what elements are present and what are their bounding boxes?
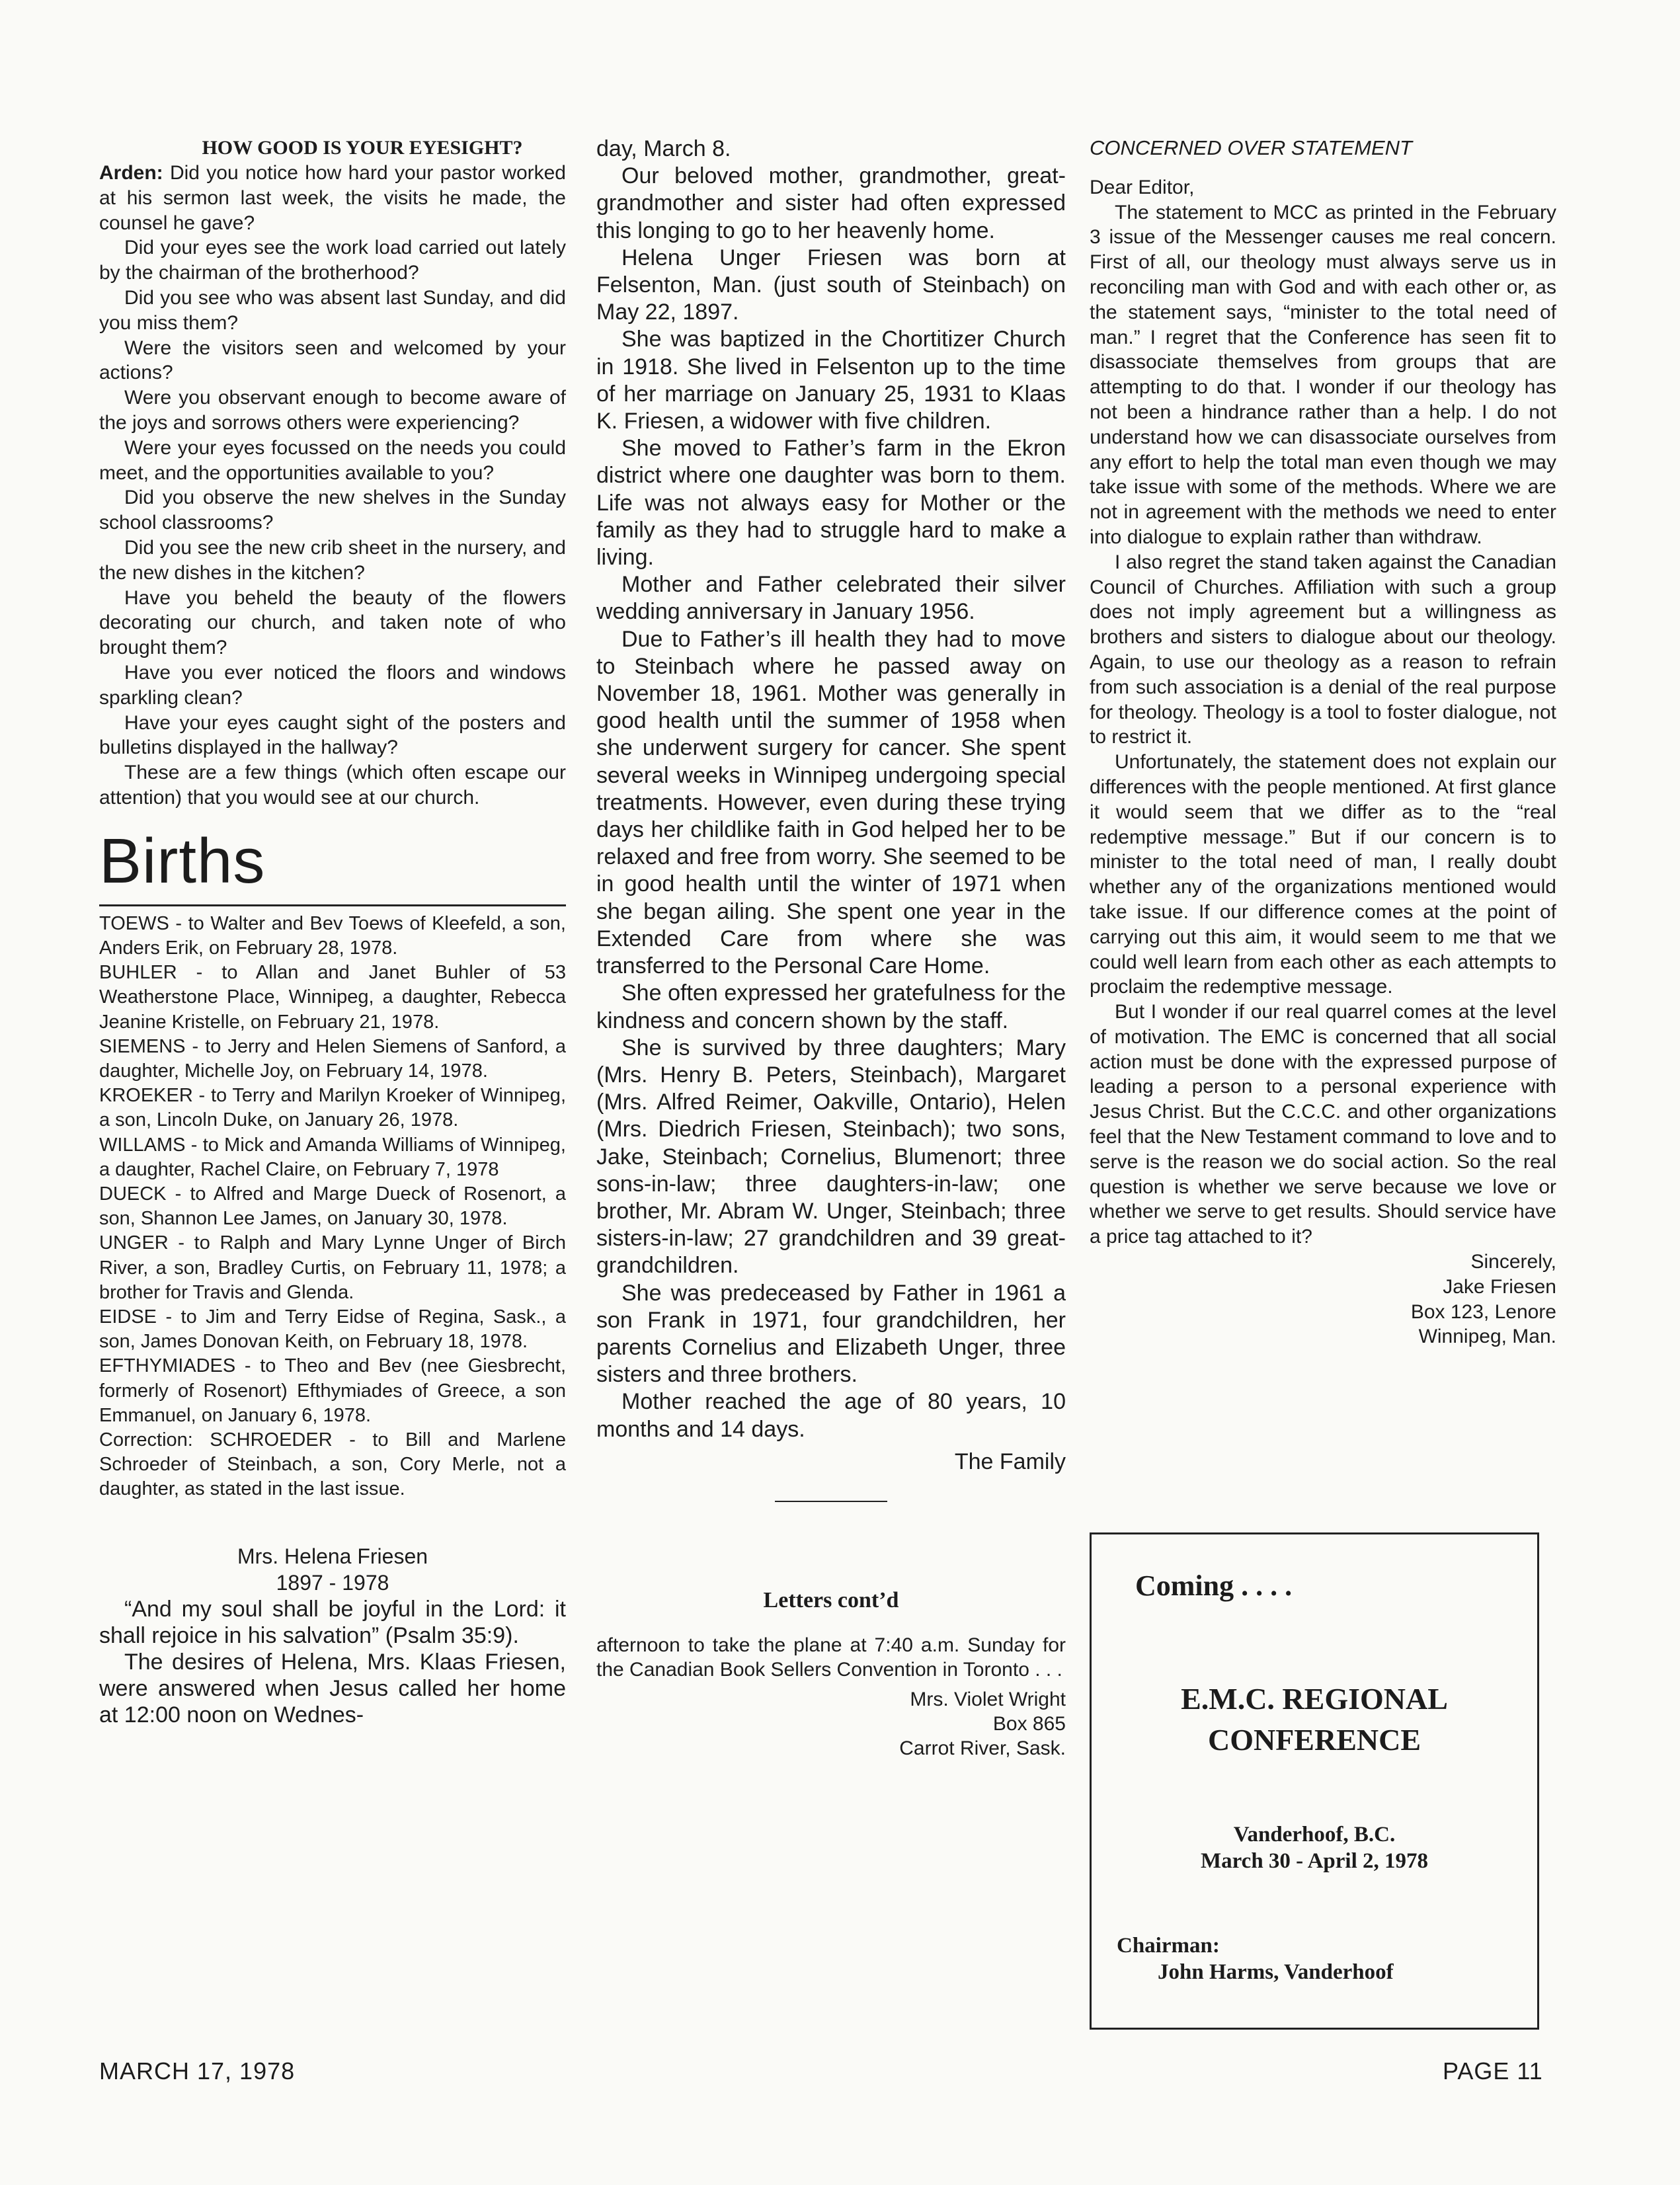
birth-entry: KROEKER - to Terry and Marilyn Kroeker of Winnipeg, a son, Lincoln Duke, on January 26, 1978. [99,1085,566,1131]
announcement-chair-label: Chairman: [1117,1934,1220,1958]
birth-entry: EFTHYMIADES - to Theo and Bev (nee Giesbrecht, formerly of Rosenort) Efthymiades of Greece, a son Emmanuel, on January 6, 1978. [99,1355,566,1426]
birth-entry: EIDSE - to Jim and Terry Eidse of Regina, Sask., a son, James Donovan Keith, on February 18, 1978. [99,1306,566,1353]
obituary-paragraph: She was baptized in the Chortitizer Church in 1918. She lived in Felsenton up to the time of her marriage on January 25, 1931 to Klaas K. Friesen, a widower with five children. [596,327,1066,434]
obituary-paragraph: She was predeceased by Father in 1961 a son Frank in 1971, four grandchildren, her parents Cornelius and Elizabeth Unger, three sisters and three brothers. [596,1280,1066,1388]
eyesight-paragraph: Were the visitors seen and welcomed by your actions? [99,337,566,384]
eyesight-first-text: Did you notice how hard your pastor worked at his sermon last week, the visits he made, the counsel he gave? [99,162,566,234]
eyesight-paragraph: Did your eyes see the work load carried out lately by the chairman of the brotherhood? [99,237,566,284]
letter-signature-line: Sincerely, [1470,1251,1556,1273]
birth-entry: Correction: SCHROEDER - to Bill and Marlene Schroeder of Steinbach, a son, Cory Merle, not a daughter, as stated in the last issue. [99,1429,566,1500]
letter-paragraph: But I wonder if our real quarrel comes at the level of motivation. The EMC is concerned that all social action must be done with the expressed purpose of leading a person to a personal experience with Jesus Christ. But the C.C.C. and other organizations feel that the New Testament command to love and to serve is the reason we do social action. So the real question is whether we serve because we love or whether we serve to get results. Should service have a price tag attached to it? [1090,1001,1556,1248]
footer-date: MARCH 17, 1978 [99,2057,296,2085]
births-heading: Births [99,825,266,896]
eyesight-first-paragraph [99,161,566,235]
obituary-paragraph: She is survived by three daughters; Mary (Mrs. Henry B. Peters, Steinbach), Margaret (Mrs. Alfred Reimer, Oakville, Ontario), Helen (Mrs. Diedrich Friesen, Steinbach); two sons, Jake, Steinbach; Cornelius, Blumenort; three sons-in-law; three daughters-in-law; one brother, Mr. Abram W. Unger, Steinbach; three sisters-in-law; 27 grandchildren and 39 great-grandchildren. [596,1035,1066,1279]
column-right [1090,136,1556,1349]
footer-page-number: PAGE 11 [1443,2057,1543,2085]
eyesight-heading: HOW GOOD IS YOUR EYESIGHT? [202,137,523,159]
birth-entry: SIEMENS - to Jerry and Helen Siemens of Sanford, a daughter, Michelle Joy, on February 14, 1978. [99,1035,566,1082]
eyesight-paragraph: Did you observe the new shelves in the Sunday school classrooms? [99,487,566,534]
birth-entry: TOEWS - to Walter and Bev Toews of Kleefeld, a son, Anders Erik, on February 28, 1978. [99,912,566,959]
eyesight-paragraph: These are a few things (which often escape our attention) that you would see at our church. [99,762,566,809]
birth-entry: DUECK - to Alfred and Marge Dueck of Rosenort, a son, Shannon Lee James, on January 30, 1978. [99,1183,566,1230]
letters-continued-text: afternoon to take the plane at 7:40 a.m. Sunday for the Canadian Book Sellers Convention in Toronto . . . [596,1634,1066,1681]
birth-entry: UNGER - to Ralph and Mary Lynne Unger of Birch River, a son, Bradley Curtis, on February 11, 1978; a brother for Travis and Glenda. [99,1232,566,1303]
obituary-years: 1897 - 1978 [276,1570,389,1595]
announcement-venue-block [1092,1821,1537,1874]
eyesight-paragraph: Were you observant enough to become aware of the joys and sorrows others were experiencing? [99,387,566,434]
conference-announcement-box [1090,1532,1539,2030]
obituary-continued: day, March 8. [596,136,731,161]
announcement-chair-name: John Harms, Vanderhoof [1158,1960,1394,1984]
letter-paragraph: Unfortunately, the statement does not explain our differences with the people mentioned. At first glance it would seem that we differ as to the “real redemptive message.” But if our concern is to minister to the total need of man, I really doubt whether any of the organizations mentioned would take issue. If our difference comes at the point of carrying out this aim, it would seem to me that we could well learn from each other as each attempts to proclaim the redemptive message. [1090,751,1556,998]
letter-heading: CONCERNED OVER STATEMENT [1090,136,1412,159]
letter-signature-line: Mrs. Violet Wright [910,1688,1066,1710]
obituary-paragraph: Due to Father’s ill health they had to move to Steinbach where he passed away on November 18, 1961. Mother was generally in good health until the summer of 1958 when she underwent surgery for cancer. She spent several weeks in Winnipeg undergoing special treatments. However, even during these trying days her childlike faith in God helped her to be relaxed and free from worry. She seemed to be in good health until the winter of 1971 when she began ailing. She spent one year in the Extended Care from where she was transferred to the Personal Care Home. [596,626,1066,979]
eyesight-paragraph: Have you ever noticed the floors and windows sparkling clean? [99,661,566,709]
obituary-paragraph: Helena Unger Friesen was born at Felsenton, Man. (just south of Steinbach) on May 22, 1897. [596,245,1066,325]
obituary-paragraph: She often expressed her gratefulness for the kindness and concern shown by the staff. [596,980,1066,1033]
obituary-paragraph: “And my soul shall be joyful in the Lord: it shall rejoice in his salvation” (Psalm 35:9). [99,1596,566,1648]
announcement-dates: March 30 - April 2, 1978 [1200,1849,1429,1873]
eyesight-paragraph: Have you beheld the beauty of the flowers decorating our church, and taken note of who brought them? [99,586,566,659]
letter-signature-line: Carrot River, Sask. [899,1737,1066,1759]
letter-salutation: Dear Editor, [1090,176,1195,198]
eyesight-lead: Arden: [99,162,163,184]
announcement-title [1092,1679,1537,1761]
eyesight-paragraph: Have your eyes caught sight of the posters and bulletins displayed in the hallway? [99,711,566,759]
obituary-paragraph: Mother reached the age of 80 years, 10 months and 14 days. [596,1389,1066,1442]
announcement-coming: Coming . . . . [1135,1569,1293,1602]
eyesight-paragraph: Did you see who was absent last Sunday, and did you miss them? [99,286,566,334]
letters-continued-heading: Letters cont’d [763,1587,899,1612]
announcement-venue: Vanderhoof, B.C. [1233,1823,1396,1847]
obituary-paragraph: Mother and Father celebrated their silver wedding anniversary in January 1956. [596,572,1066,625]
eyesight-paragraph: Were your eyes focussed on the needs you could meet, and the opportunities available to you? [99,436,566,484]
obituary-paragraph: Our beloved mother, grandmother, great-grandmother and sister had often expressed this longing to go to her heavenly home. [596,163,1066,243]
births-rule [99,904,566,906]
birth-entry: WILLAMS - to Mick and Amanda Williams of Winnipeg, a daughter, Rachel Claire, on February 7, 1978 [99,1134,566,1180]
letter-paragraph: The statement to MCC as printed in the February 3 issue of the Messenger causes me real concern. First of all, our theology must always serve us in reconciling man with God and with each other or, as the statement says, “minister to the total need of man.” I regret that the Conference has seen fit to disassociate themselves from groups that are attempting to do that. I wonder if our theology has not been a hindrance rather than a help. I do not understand how we can disassociate ourselves from any effort to help the total man even though we may take issue with some of the methods. Where we are not in agreement with the methods we need to enter into dialogue to explain rather than withdraw. [1090,201,1556,548]
column-left [99,136,566,1728]
announcement-title-line: CONFERENCE [1207,1723,1421,1757]
birth-entry: BUHLER - to Allan and Janet Buhler of 53 Weatherstone Place, Winnipeg, a daughter, Rebecca Jeanine Kristelle, on February 21, 1978. [99,962,566,1033]
letter-signature-line: Winnipeg, Man. [1418,1326,1556,1348]
obituary-paragraph: The desires of Helena, Mrs. Klaas Friesen, were answered when Jesus called her home at 12:00 noon on Wednes- [99,1649,566,1728]
obituary-signoff: The Family [954,1449,1066,1474]
letter-signature-line: Box 123, Lenore [1410,1300,1556,1323]
letter-paragraph: I also regret the stand taken against the Canadian Council of Churches. Affiliation with such a group does not imply agreement but a willingness as brothers and sisters to dialogue about our theology. Again, to use our theology as a reason to refrain from such association is a denial of the real purpose for theology. Theology is a tool to foster dialogue, not to restrict it. [1090,551,1556,748]
eyesight-paragraph: Did you see the new crib sheet in the nursery, and the new dishes in the kitchen? [99,536,566,584]
obituary-name: Mrs. Helena Friesen [237,1544,428,1568]
obituary-paragraph: She moved to Father’s farm in the Ekron district where one daughter was born to them. Life was not always easy for Mother or the family as they had to struggle hard to make a living. [596,436,1066,571]
announcement-title-line: E.M.C. REGIONAL [1181,1682,1448,1716]
letter-signature-line: Jake Friesen [1443,1275,1556,1298]
column-middle [596,136,1066,1761]
letter-signature-line: Box 865 [992,1712,1066,1735]
